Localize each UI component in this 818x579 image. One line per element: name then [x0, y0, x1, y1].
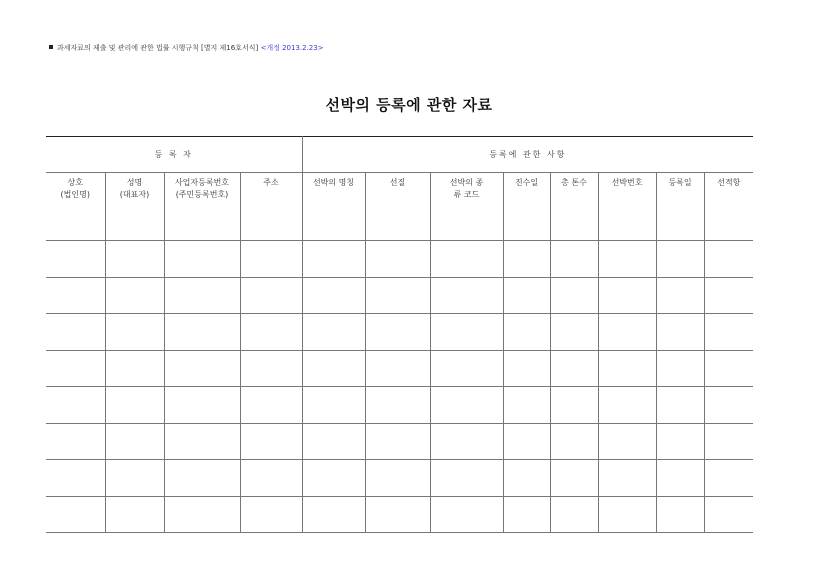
- table-cell[interactable]: [430, 497, 503, 533]
- column-header-port-of-registry: 선적항: [704, 173, 753, 241]
- table-cell[interactable]: [302, 424, 365, 460]
- table-row: [46, 497, 753, 533]
- table-cell[interactable]: [240, 241, 302, 278]
- table-cell[interactable]: [302, 314, 365, 351]
- table-cell[interactable]: [302, 351, 365, 387]
- table-cell[interactable]: [704, 241, 753, 278]
- table-cell[interactable]: [105, 351, 164, 387]
- table-cell[interactable]: [164, 424, 240, 460]
- table-cell[interactable]: [365, 460, 430, 497]
- table-cell[interactable]: [704, 424, 753, 460]
- table-cell[interactable]: [550, 424, 598, 460]
- table-cell[interactable]: [365, 278, 430, 314]
- table-row: [46, 387, 753, 424]
- table-cell[interactable]: [503, 460, 550, 497]
- table-cell[interactable]: [598, 241, 656, 278]
- table-cell[interactable]: [365, 387, 430, 424]
- document-title: 선박의 등록에 관한 자료: [325, 96, 493, 114]
- table-cell[interactable]: [240, 497, 302, 533]
- registration-data-table: [46, 136, 753, 533]
- table-cell[interactable]: [430, 424, 503, 460]
- form-reference: 과세자료의 제출 및 관리에 관한 법률 시행규칙 [별지 제16호서식]: [57, 44, 259, 52]
- table-cell[interactable]: [105, 424, 164, 460]
- table-cell[interactable]: [598, 497, 656, 533]
- table-cell[interactable]: [656, 387, 704, 424]
- table-cell[interactable]: [46, 241, 105, 278]
- column-header-name: 성명 (대표자): [105, 173, 164, 241]
- table-cell[interactable]: [164, 314, 240, 351]
- table-cell[interactable]: [550, 314, 598, 351]
- column-header-launch-date: 진수일: [503, 173, 550, 241]
- table-cell[interactable]: [503, 424, 550, 460]
- table-cell[interactable]: [430, 241, 503, 278]
- table-cell[interactable]: [164, 278, 240, 314]
- table-cell[interactable]: [656, 241, 704, 278]
- table-cell[interactable]: [302, 278, 365, 314]
- table-cell[interactable]: [656, 497, 704, 533]
- table-cell[interactable]: [105, 278, 164, 314]
- table-cell[interactable]: [240, 387, 302, 424]
- column-header-registration-date: 등록일: [656, 173, 704, 241]
- form-header-note: [49, 43, 324, 53]
- column-header-row: [46, 173, 753, 241]
- table-cell[interactable]: [164, 241, 240, 278]
- table-cell[interactable]: [430, 278, 503, 314]
- group-header-row: [46, 137, 753, 173]
- column-header-company: 상호 (법인명): [46, 173, 105, 241]
- table-cell[interactable]: [46, 351, 105, 387]
- table-cell[interactable]: [164, 351, 240, 387]
- table-cell[interactable]: [550, 241, 598, 278]
- table-cell[interactable]: [105, 460, 164, 497]
- table-cell[interactable]: [656, 351, 704, 387]
- table-cell[interactable]: [105, 387, 164, 424]
- column-header-address: 주소: [240, 173, 302, 241]
- table-cell[interactable]: [598, 387, 656, 424]
- table-cell[interactable]: [704, 278, 753, 314]
- table-cell[interactable]: [503, 278, 550, 314]
- column-header-hull-material: 선질: [365, 173, 430, 241]
- table-cell[interactable]: [598, 460, 656, 497]
- table-cell[interactable]: [598, 351, 656, 387]
- table-row: [46, 460, 753, 497]
- table-cell[interactable]: [656, 424, 704, 460]
- table-cell[interactable]: [430, 351, 503, 387]
- column-header-vessel-name: 선박의 명칭: [302, 173, 365, 241]
- table-cell[interactable]: [704, 460, 753, 497]
- table-cell[interactable]: [598, 278, 656, 314]
- table-cell[interactable]: [598, 314, 656, 351]
- column-header-vessel-type-code: 선박의 종 류 코드: [430, 173, 503, 241]
- table-cell[interactable]: [430, 314, 503, 351]
- table-cell[interactable]: [365, 241, 430, 278]
- column-header-vessel-number: 선박번호: [598, 173, 656, 241]
- table-row: [46, 241, 753, 278]
- table-cell[interactable]: [656, 460, 704, 497]
- table-cell[interactable]: [240, 314, 302, 351]
- registration-details-group-header: 등록에 관한 사항: [302, 137, 753, 173]
- table-cell[interactable]: [46, 460, 105, 497]
- table-cell[interactable]: [240, 278, 302, 314]
- table-cell[interactable]: [302, 497, 365, 533]
- table-cell[interactable]: [503, 314, 550, 351]
- table-cell[interactable]: [46, 387, 105, 424]
- registrant-group-header: 등 록 자: [46, 137, 302, 173]
- table-cell[interactable]: [503, 241, 550, 278]
- table-cell[interactable]: [105, 241, 164, 278]
- table-cell[interactable]: [550, 351, 598, 387]
- table-cell[interactable]: [656, 314, 704, 351]
- table-cell[interactable]: [302, 460, 365, 497]
- table-cell[interactable]: [164, 460, 240, 497]
- table-cell[interactable]: [704, 497, 753, 533]
- table-row: [46, 351, 753, 387]
- table-cell[interactable]: [105, 314, 164, 351]
- table-cell[interactable]: [550, 387, 598, 424]
- table-cell[interactable]: [240, 424, 302, 460]
- table-cell[interactable]: [550, 278, 598, 314]
- table-cell[interactable]: [164, 497, 240, 533]
- column-header-business-number: 사업자등록번호 (주민등록번호): [164, 173, 240, 241]
- table-cell[interactable]: [46, 424, 105, 460]
- table-cell[interactable]: [704, 387, 753, 424]
- table-cell[interactable]: [240, 351, 302, 387]
- table-cell[interactable]: [430, 460, 503, 497]
- table-cell[interactable]: [550, 497, 598, 533]
- table-cell[interactable]: [240, 460, 302, 497]
- table-cell[interactable]: [46, 314, 105, 351]
- table-cell[interactable]: [46, 278, 105, 314]
- table-cell[interactable]: [704, 351, 753, 387]
- table-cell[interactable]: [365, 424, 430, 460]
- table-cell[interactable]: [105, 497, 164, 533]
- table-cell[interactable]: [503, 387, 550, 424]
- table-cell[interactable]: [704, 314, 753, 351]
- table-cell[interactable]: [656, 278, 704, 314]
- table-cell[interactable]: [365, 351, 430, 387]
- table-cell[interactable]: [550, 460, 598, 497]
- table-cell[interactable]: [598, 424, 656, 460]
- revision-note: <개정 2013.2.23>: [260, 44, 324, 52]
- table-cell[interactable]: [302, 241, 365, 278]
- table-cell[interactable]: [430, 387, 503, 424]
- table-row: [46, 314, 753, 351]
- table-cell[interactable]: [365, 497, 430, 533]
- table-cell[interactable]: [46, 497, 105, 533]
- table-row: [46, 424, 753, 460]
- square-bullet-icon: [49, 45, 53, 49]
- table-cell[interactable]: [503, 497, 550, 533]
- table-cell[interactable]: [302, 387, 365, 424]
- table-row: [46, 278, 753, 314]
- table-cell[interactable]: [365, 314, 430, 351]
- table-cell[interactable]: [164, 387, 240, 424]
- column-header-gross-tonnage: 총 톤수: [550, 173, 598, 241]
- table-cell[interactable]: [503, 351, 550, 387]
